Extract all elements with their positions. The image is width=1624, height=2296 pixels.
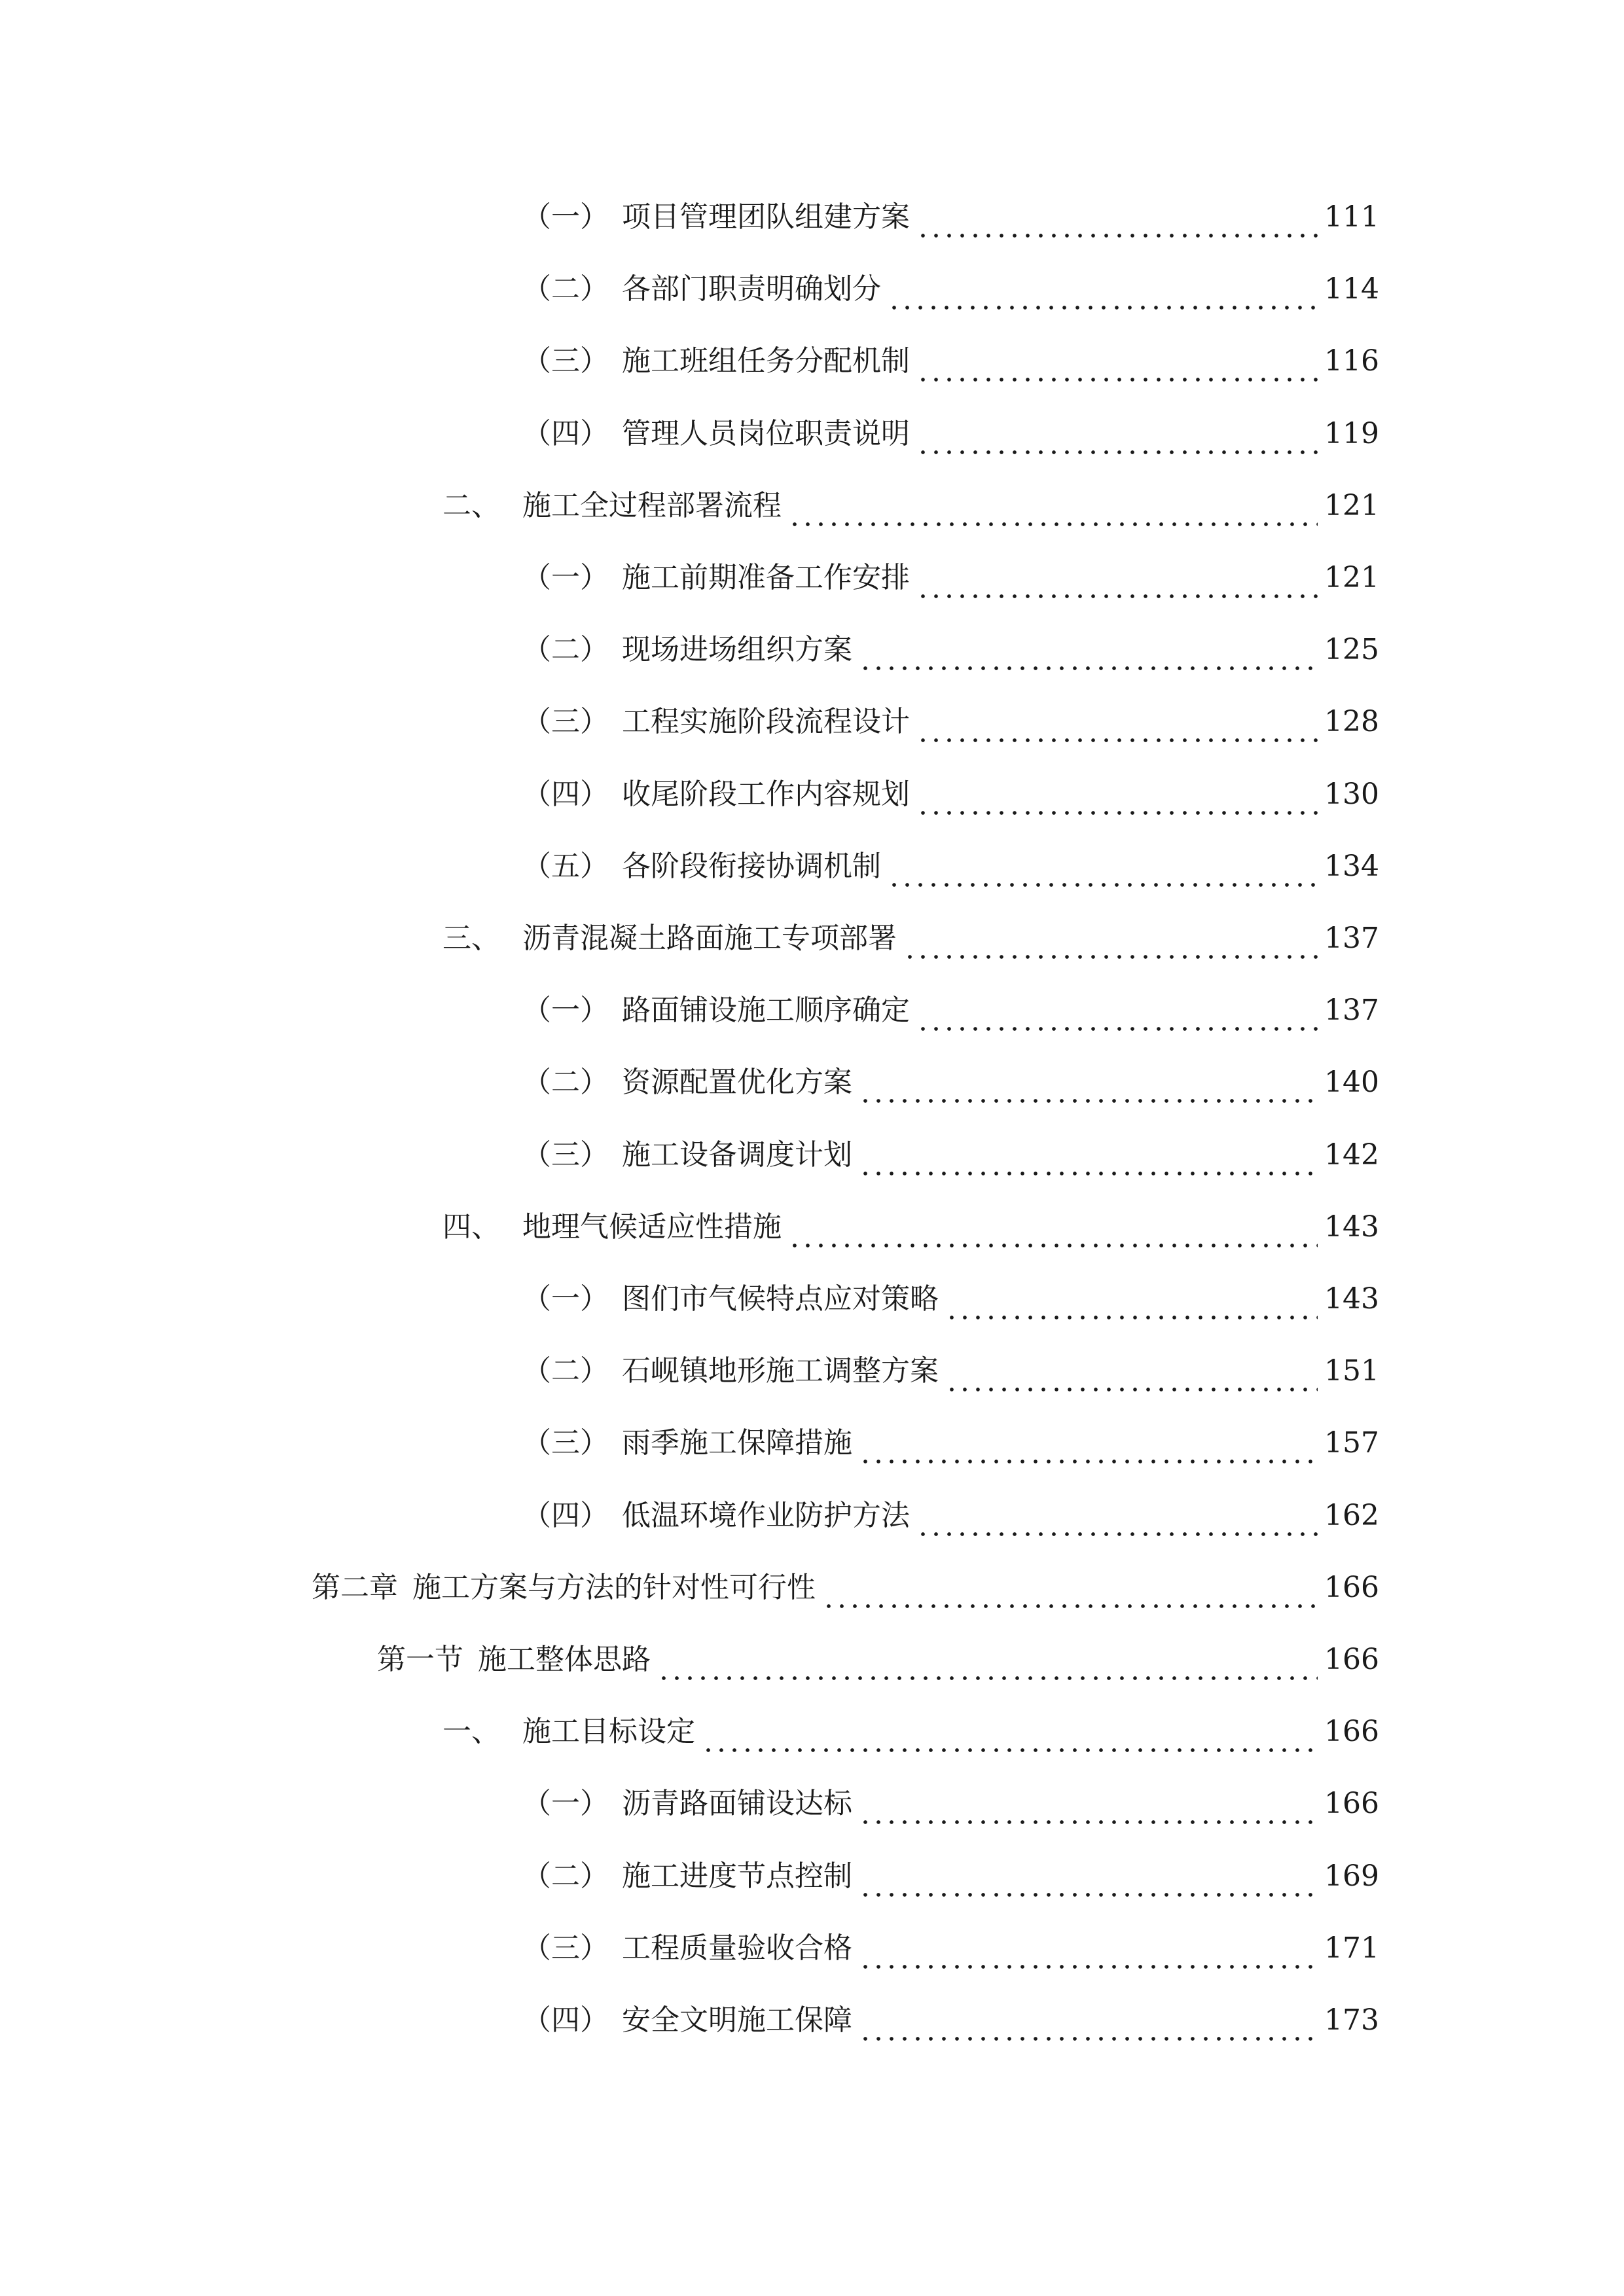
toc-entry-page-number: 157 <box>1324 1426 1379 1460</box>
toc-entry-title: 各部门职责明确划分 <box>622 272 881 306</box>
toc-entry-number: （三） <box>522 1426 609 1460</box>
toc-dot-leader <box>859 624 1318 676</box>
toc-dot-leader <box>859 1850 1318 1903</box>
toc-entry-number: （一） <box>522 994 609 1028</box>
toc-dot-leader <box>916 408 1318 460</box>
toc-entry-page-number: 137 <box>1324 922 1379 955</box>
toc-entry-page-number: 134 <box>1324 849 1379 883</box>
toc-entry-title: 图们市气候特点应对策略 <box>622 1282 939 1316</box>
toc-entry-title: 资源配置优化方案 <box>622 1066 852 1100</box>
toc-entry-title: 沥青路面铺设达标 <box>622 1787 852 1821</box>
toc-entry-number: 第二章 <box>312 1570 398 1604</box>
toc-entry[interactable] <box>0 1417 1377 1469</box>
toc-entry-number: （二） <box>522 272 609 306</box>
toc-dot-leader <box>916 335 1318 387</box>
toc-entry-title: 安全文明施工保障 <box>622 2003 852 2037</box>
toc-entry[interactable] <box>0 1634 1377 1686</box>
toc-entry[interactable] <box>0 480 1377 532</box>
toc-dot-leader <box>916 191 1318 243</box>
toc-entry-number: （二） <box>522 1859 609 1893</box>
toc-dot-leader <box>702 1706 1318 1758</box>
toc-entry-page-number: 162 <box>1324 1498 1379 1532</box>
toc-entry-page-number: 166 <box>1324 1643 1379 1676</box>
toc-entry[interactable] <box>0 191 1377 243</box>
toc-dot-leader <box>888 840 1318 893</box>
toc-entry-page-number: 119 <box>1324 416 1379 450</box>
toc-entry-number: （一） <box>522 1282 609 1316</box>
toc-entry-page-number: 121 <box>1324 488 1379 522</box>
toc-entry-title: 路面铺设施工顺序确定 <box>622 994 910 1028</box>
toc-entry-title: 沥青混凝土路面施工专项部署 <box>522 922 897 955</box>
toc-dot-leader <box>859 1056 1318 1109</box>
toc-dot-leader <box>657 1634 1318 1686</box>
toc-entry-number: （三） <box>522 1138 609 1172</box>
toc-entry-page-number: 166 <box>1324 1570 1379 1604</box>
toc-entry-title: 各阶段衔接协调机制 <box>622 849 881 883</box>
toc-dot-leader <box>822 1562 1318 1614</box>
toc-entry-page-number: 125 <box>1324 633 1379 667</box>
toc-entry-title: 施工班组任务分配机制 <box>622 344 910 378</box>
toc-entry-number: 一、 <box>442 1715 500 1749</box>
toc-entry-number: （四） <box>522 1498 609 1532</box>
toc-dot-leader <box>916 768 1318 821</box>
toc-entry-page-number: 128 <box>1324 705 1379 739</box>
toc-entry[interactable] <box>0 1706 1377 1758</box>
toc-entry-number: （一） <box>522 1787 609 1821</box>
toc-dot-leader <box>788 1201 1318 1253</box>
toc-entry[interactable] <box>0 335 1377 387</box>
toc-entry-number: 四、 <box>442 1210 500 1244</box>
toc-dot-leader <box>903 912 1318 965</box>
toc-dot-leader <box>859 1922 1318 1975</box>
toc-entry-number: 第一节 <box>377 1643 463 1676</box>
toc-entry-title: 低温环境作业防护方法 <box>622 1498 910 1532</box>
toc-entry-page-number: 121 <box>1324 561 1379 594</box>
toc-entry-title: 施工目标设定 <box>522 1715 695 1749</box>
toc-entry[interactable] <box>0 1562 1377 1614</box>
toc-entry[interactable] <box>0 696 1377 748</box>
toc-entry-page-number: 140 <box>1324 1066 1379 1100</box>
toc-dot-leader <box>945 1273 1318 1325</box>
toc-entry[interactable] <box>0 912 1377 965</box>
toc-entry[interactable] <box>0 408 1377 460</box>
toc-entry[interactable] <box>0 1201 1377 1253</box>
toc-entry-number: （三） <box>522 1931 609 1965</box>
toc-entry-title: 工程实施阶段流程设计 <box>622 705 910 739</box>
toc-entry[interactable] <box>0 624 1377 676</box>
toc-entry[interactable] <box>0 840 1377 893</box>
toc-entry-title: 施工方案与方法的针对性可行性 <box>412 1570 816 1604</box>
toc-entry[interactable] <box>0 263 1377 315</box>
toc-entry-page-number: 130 <box>1324 777 1379 811</box>
toc-entry[interactable] <box>0 1850 1377 1903</box>
toc-entry-page-number: 171 <box>1324 1931 1379 1965</box>
toc-entry-title: 雨季施工保障措施 <box>622 1426 852 1460</box>
toc-entry-number: （四） <box>522 2003 609 2037</box>
toc-entry-number: （四） <box>522 777 609 811</box>
toc-dot-leader <box>916 552 1318 604</box>
toc-entry[interactable] <box>0 1129 1377 1181</box>
toc-entry[interactable] <box>0 1778 1377 1830</box>
toc-dot-leader <box>945 1345 1318 1397</box>
toc-entry-title: 现场进场组织方案 <box>622 633 852 667</box>
toc-entry[interactable] <box>0 1490 1377 1542</box>
toc-entry[interactable] <box>0 984 1377 1037</box>
toc-entry-title: 工程质量验收合格 <box>622 1931 852 1965</box>
toc-dot-leader <box>916 984 1318 1037</box>
toc-entry-title: 施工设备调度计划 <box>622 1138 852 1172</box>
toc-entry-page-number: 143 <box>1324 1210 1379 1244</box>
toc-entry-number: （一） <box>522 200 609 234</box>
toc-entry[interactable] <box>0 1994 1377 2047</box>
toc-entry-number: （二） <box>522 633 609 667</box>
toc-entry-number: 三、 <box>442 922 500 955</box>
toc-entry-page-number: 111 <box>1324 200 1379 234</box>
toc-dot-leader <box>888 263 1318 315</box>
toc-entry-title: 施工前期准备工作安排 <box>622 561 910 594</box>
toc-entry-title: 地理气候适应性措施 <box>522 1210 782 1244</box>
toc-dot-leader <box>859 1417 1318 1469</box>
toc-dot-leader <box>859 1129 1318 1181</box>
toc-dot-leader <box>859 1994 1318 2047</box>
toc-entry-page-number: 169 <box>1324 1859 1379 1893</box>
toc-entry-number: （三） <box>522 344 609 378</box>
toc-entry-page-number: 137 <box>1324 994 1379 1028</box>
toc-entry-title: 收尾阶段工作内容规划 <box>622 777 910 811</box>
toc-entry-page-number: 166 <box>1324 1787 1379 1821</box>
toc-dot-leader <box>916 696 1318 748</box>
toc-entry-page-number: 166 <box>1324 1715 1379 1749</box>
toc-entry-number: （二） <box>522 1066 609 1100</box>
toc-entry-page-number: 116 <box>1324 344 1379 378</box>
toc-entry[interactable] <box>0 768 1377 821</box>
toc-entry-page-number: 143 <box>1324 1282 1379 1316</box>
toc-entry-number: 二、 <box>442 488 500 522</box>
toc-dot-leader <box>916 1490 1318 1542</box>
toc-entry[interactable] <box>0 552 1377 604</box>
toc-dot-leader <box>788 480 1318 532</box>
toc-entry-title: 石岘镇地形施工调整方案 <box>622 1354 939 1388</box>
toc-dot-leader <box>859 1778 1318 1830</box>
toc-entry-page-number: 173 <box>1324 2003 1379 2037</box>
toc-entry[interactable] <box>0 1922 1377 1975</box>
toc-entry[interactable] <box>0 1345 1377 1397</box>
toc-entry-title: 项目管理团队组建方案 <box>622 200 910 234</box>
toc-entry[interactable] <box>0 1056 1377 1109</box>
toc-entry-page-number: 114 <box>1324 272 1379 306</box>
toc-entry-number: （四） <box>522 416 609 450</box>
toc-entry[interactable] <box>0 1273 1377 1325</box>
toc-entry-number: （三） <box>522 705 609 739</box>
toc-entry-page-number: 142 <box>1324 1138 1379 1172</box>
toc-entry-number: （五） <box>522 849 609 883</box>
toc-entry-title: 施工整体思路 <box>478 1643 651 1676</box>
toc-entry-number: （一） <box>522 561 609 594</box>
toc-entry-title: 管理人员岗位职责说明 <box>622 416 910 450</box>
toc-entry-number: （二） <box>522 1354 609 1388</box>
toc-entry-title: 施工全过程部署流程 <box>522 488 782 522</box>
toc-entry-page-number: 151 <box>1324 1354 1379 1388</box>
toc-entry-title: 施工进度节点控制 <box>622 1859 852 1893</box>
